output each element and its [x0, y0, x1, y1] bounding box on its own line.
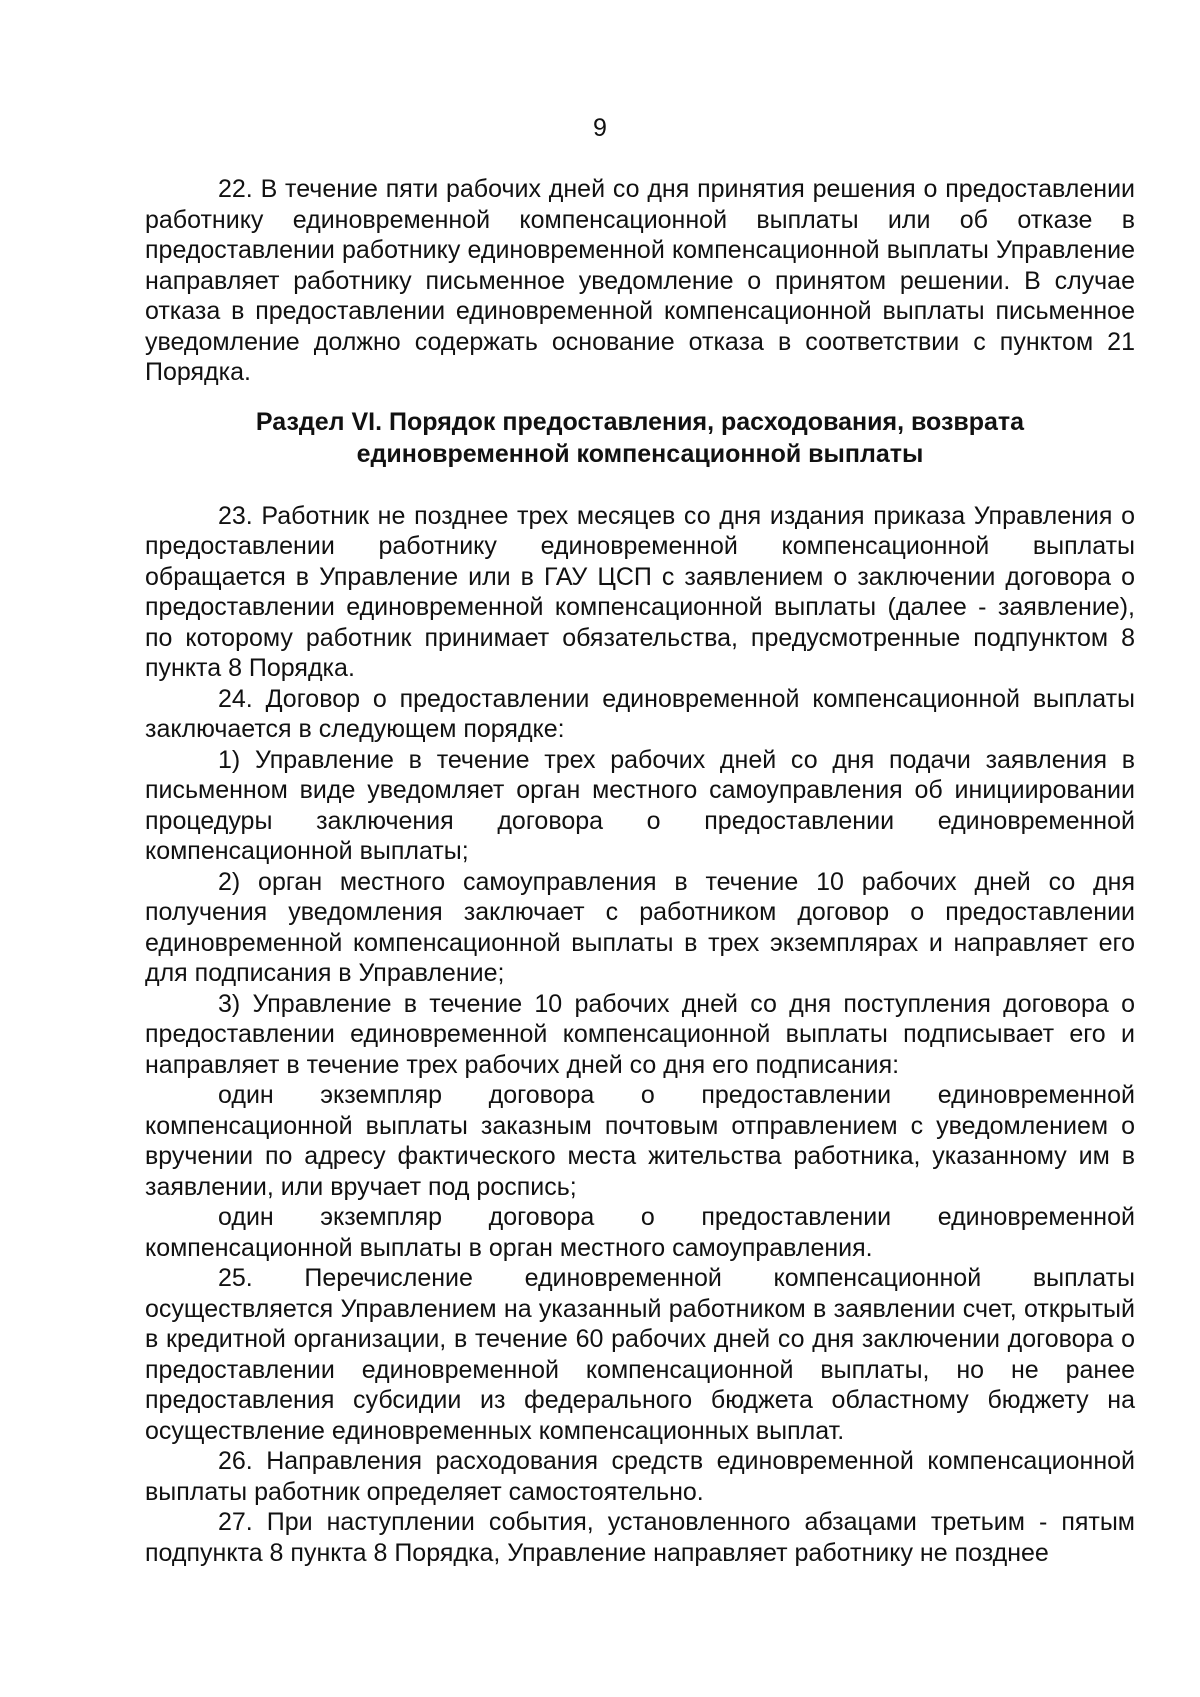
paragraph-24-item-3: 3) Управление в течение 10 рабочих дней со дня поступления договора о предоставлении единовременной компенсационной выплаты подписывает его и направляет в течение трех рабочих дней со дня его подписания: [145, 989, 1135, 1079]
paragraph-27: 27. При наступлении события, установленного абзацами третьим - пятым подпункта 8 пункта 8 Порядка, Управление направляет работнику не позднее [145, 1508, 1135, 1567]
paragraph-23: 23. Работник не позднее трех месяцев со дня издания приказа Управления о предоставлении работнику единовременной компенсационной выплаты обращается в Управление или в ГАУ ЦСП с заявлением о заключении договора о предоставлении единовременной компенсационной выплаты (далее - заявление), по которому работник принимает обязательства, предусмотренные подпунктом 8 пункта 8 Порядка. [145, 501, 1135, 682]
paragraph-22: 22. В течение пяти рабочих дней со дня принятия решения о предоставлении работнику единовременной компенсационной выплаты или об отказе в предоставлении работнику единовременной компенсационной выплаты Управление направляет работнику письменное уведомление о принятом решении. В случае отказа в предоставлении единовременной компенсационной выплаты письменное уведомление должно содержать основание отказа в соответствии с пунктом 21 Порядка. [145, 175, 1135, 386]
document-body [145, 174, 1135, 1568]
paragraph-26: 26. Направления расходования средств единовременной компенсационной выплаты работник определяет самостоятельно. [145, 1447, 1135, 1506]
paragraph-25: 25. Перечисление единовременной компенсационной выплаты осуществляется Управлением на указанный работником в заявлении счет, открытый в кредитной организации, в течение 60 рабочих дней со дня заключении договора о предоставлении единовременной компенсационной выплаты, но не ранее предоставления субсидии из федерального бюджета областному бюджету на осуществление единовременных компенсационных выплат. [145, 1264, 1135, 1445]
paragraph-24-item-1: 1) Управление в течение трех рабочих дней со дня подачи заявления в письменном виде уведомляет орган местного самоуправления об инициировании процедуры заключения договора о предоставлении единовременной компенсационной выплаты; [145, 745, 1135, 865]
section-heading-line-2: единовременной компенсационной выплаты [356, 439, 924, 468]
page-number: 9 [593, 114, 607, 142]
paragraph-24-item-3-copy-2: один экземпляр договора о предоставлении единовременной компенсационной выплаты в орган местного самоуправления. [145, 1203, 1135, 1262]
paragraph-24-item-3-copy-1: один экземпляр договора о предоставлении единовременной компенсационной выплаты заказным почтовым отправлением с уведомлением о вручении по адресу фактического места жительства работника, указанному им в заявлении, или вручает под роспись; [145, 1081, 1135, 1201]
section-heading [145, 406, 1135, 470]
paragraph-24: 24. Договор о предоставлении единовременной компенсационной выплаты заключается в следующем порядке: [145, 684, 1135, 743]
section-heading-line-1: Раздел VI. Порядок предоставления, расходования, возврата [255, 407, 1025, 436]
paragraph-24-item-2: 2) орган местного самоуправления в течение 10 рабочих дней со дня получения уведомления заключает с работником договор о предоставлении единовременной компенсационной выплаты в трех экземплярах и направляет его для подписания в Управление; [145, 867, 1135, 987]
